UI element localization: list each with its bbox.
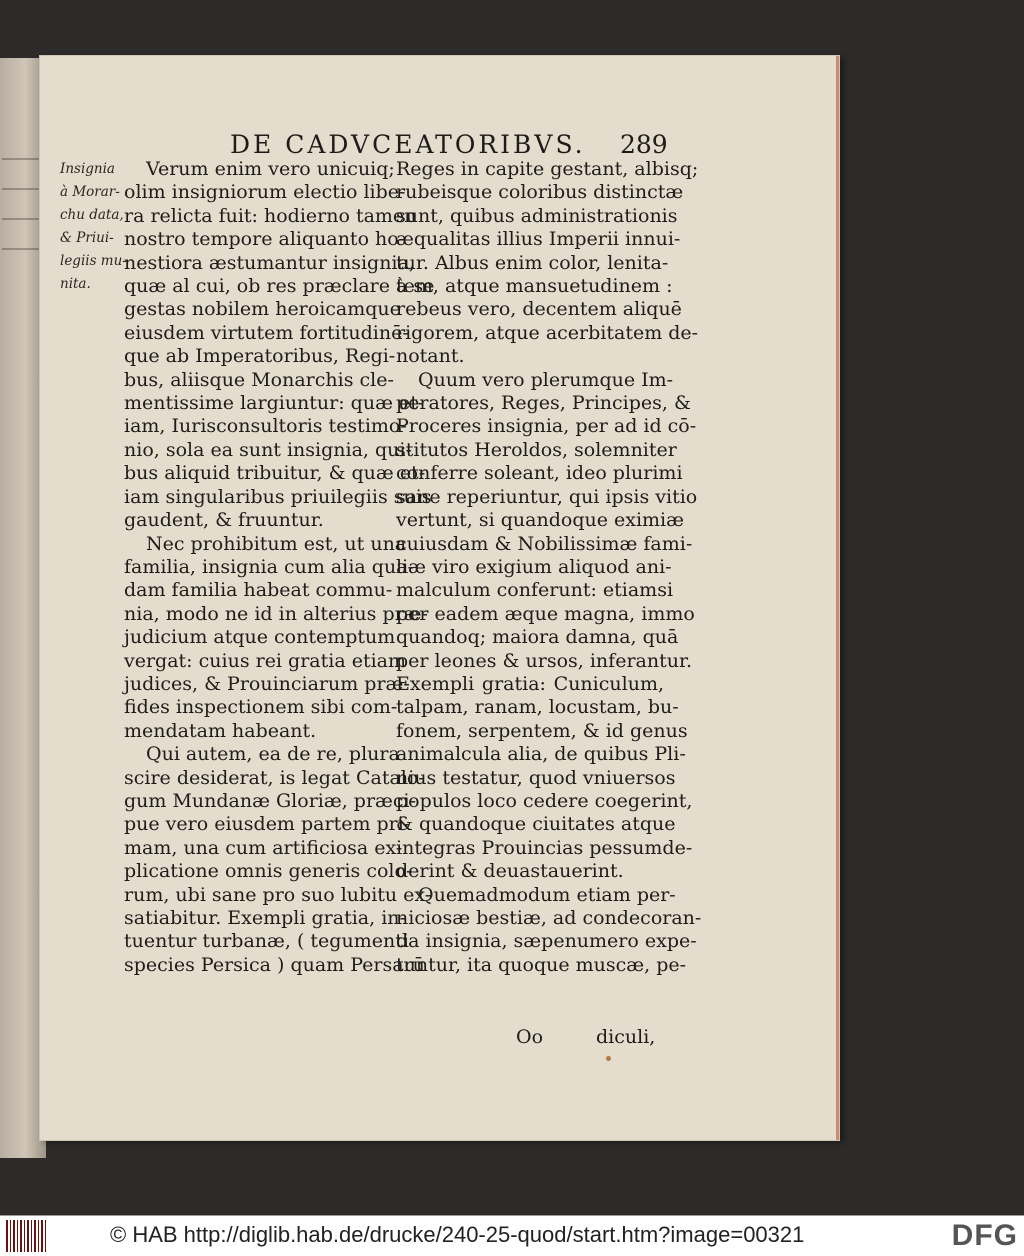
text-line: per eadem æque magna, immo — [396, 602, 695, 625]
text-line: ra relicta fuit: hodierno tamen — [124, 204, 417, 227]
copyright-link[interactable]: © HAB http://diglib.hab.de/drucke/240-25-quod/start.htm?image=00321 — [110, 1222, 805, 1247]
barcode-icon — [6, 1220, 46, 1252]
text-line: gestas nobilem heroicamque — [124, 298, 401, 321]
text-line: tuntur, ita quoque muscæ, pe- — [396, 953, 687, 976]
text-line: Verum enim vero unicuiq; — [146, 158, 395, 180]
text-line: integras Prouincias pessumde- — [396, 836, 693, 859]
text-line: que ab Imperatoribus, Regi- — [124, 345, 396, 368]
marginal-note-line: à Morar- — [60, 184, 120, 200]
dfg-logo: DFG — [951, 1219, 1018, 1252]
text-line: mentissime largiuntur: quæ et- — [124, 392, 425, 415]
text-line: fonem, serpentem, & id genus — [396, 719, 688, 742]
text-line: rubeisque coloribus distinctæ — [396, 181, 684, 204]
text-line: nestiora æstumantur insignia, — [124, 251, 415, 274]
running-head: DE CADVCEATORIBVS. — [230, 130, 586, 159]
text-line: Quum vero plerumque Im- — [418, 368, 674, 391]
text-line: nius testatur, quod vniuersos — [396, 766, 676, 789]
text-line: plicatione omnis generis colo- — [124, 860, 413, 883]
text-line: rebeus vero, decentem aliquē — [396, 298, 682, 321]
text-line: judices, & Prouinciarum præ- — [124, 672, 410, 695]
text-line: & quandoque ciuitates atque — [396, 813, 676, 836]
text-line: iam singularibus priuilegiis suis — [124, 485, 432, 508]
text-line: malculum conferunt: etiamsi — [396, 579, 674, 602]
text-line: mam, una cum artificiosa ex- — [124, 836, 403, 859]
text-line: bus aliquid tribuitur, & quæ et- — [124, 462, 426, 485]
text-line: iam, Iurisconsultoris testimo- — [124, 415, 407, 438]
text-line: Qui autem, ea de re, plura — [146, 743, 400, 766]
marginal-note-line: chu data, — [60, 207, 124, 223]
text-line: rum, ubi sane pro suo lubitu ex- — [124, 883, 432, 906]
text-line: populos loco cedere coegerint, — [396, 789, 693, 812]
paper-stain — [606, 1056, 611, 1061]
text-line: talpam, ranam, locustam, bu- — [396, 696, 679, 719]
text-line: satiabitur. Exempli gratia, in- — [124, 907, 406, 929]
text-line: tur. Albus enim color, lenita- — [396, 251, 669, 274]
text-line: da insignia, sæpenumero expe- — [396, 930, 697, 953]
text-line: Proceres insignia, per ad id cō- — [396, 415, 697, 438]
text-line: nia, modo ne id in alterius præ- — [124, 602, 428, 625]
text-line: per leones & ursos, inferantur. — [396, 649, 692, 672]
text-line: sane reperiuntur, qui ipsis vitio — [396, 485, 698, 508]
text-line: stitutos Heroldos, solemniter — [396, 438, 677, 461]
page-number: 289 — [620, 130, 668, 159]
text-line: tem, atque mansuetudinem : — [396, 275, 673, 298]
text-line: tuentur turbanæ, ( tegumenti — [124, 930, 409, 953]
text-line: quæ al cui, ob res præclare à se — [124, 275, 435, 298]
text-line: derint & deuastauerint. — [396, 860, 624, 883]
text-line: dam familia habeat commu- — [124, 579, 393, 602]
catchword: diculi, — [596, 1026, 656, 1048]
text-line: vergat: cuius rei gratia etiam — [124, 649, 407, 672]
viewer-footer — [0, 1215, 1024, 1256]
text-line: familia, insignia cum alia qua- — [124, 555, 414, 578]
marginal-note — [60, 158, 134, 296]
text-line: judicium atque contemptum — [124, 626, 396, 649]
text-column-right — [396, 158, 702, 977]
text-line: mendatam habeant. — [124, 719, 317, 742]
text-line: Reges in capite gestant, albisq; — [396, 158, 699, 180]
text-line: olim insigniorum electio libe- — [124, 181, 406, 204]
text-line: sunt, quibus administrationis — [396, 204, 678, 227]
text-line: nostro tempore aliquanto ho- — [124, 228, 406, 251]
text-line: liæ viro exigium aliquod ani- — [396, 555, 672, 578]
text-line: scire desiderat, is legat Catalo- — [124, 766, 425, 789]
text-line: bus, aliisque Monarchis cle- — [124, 368, 394, 391]
text-line: peratores, Reges, Principes, & — [396, 392, 691, 415]
text-line: notant. — [396, 345, 465, 368]
marginal-note-line: nita. — [60, 276, 91, 292]
marginal-note-line: & Priui- — [60, 230, 114, 246]
text-line: gum Mundanæ Gloriæ, præci- — [124, 789, 417, 812]
text-line: nio, sola ea sunt insignia, qui- — [124, 438, 412, 461]
marginal-note-line: legiis mu- — [60, 253, 127, 269]
text-line: Exempli gratia: Cuniculum, — [396, 672, 664, 695]
text-line: pue vero eiusdem partem pri- — [124, 813, 411, 836]
text-line: gaudent, & fruuntur. — [124, 509, 324, 532]
text-line: Nec prohibitum est, ut una — [146, 532, 407, 555]
text-line: eiusdem virtutem fortitudinē- — [124, 321, 409, 344]
text-line: fides inspectionem sibi com- — [124, 696, 398, 719]
text-line: animalcula alia, de quibus Pli- — [396, 743, 686, 766]
text-line: niciosæ bestiæ, ad condecoran- — [396, 907, 702, 929]
text-line: vertunt, si quandoque eximiæ — [396, 509, 684, 532]
text-line: cuiusdam & Nobilissimæ fami- — [396, 532, 693, 555]
marginal-note-line: Insignia — [60, 161, 115, 177]
text-line: Quemadmodum etiam per- — [418, 883, 676, 906]
text-line: æqualitas illius Imperii innui- — [396, 228, 681, 251]
book-page — [40, 56, 839, 1140]
text-line: conferre soleant, ideo plurimi — [396, 462, 683, 485]
text-line: species Persica ) quam Persarū — [124, 953, 425, 976]
text-line: rigorem, atque acerbitatem de- — [396, 321, 699, 344]
signature-mark: Oo — [516, 1026, 544, 1048]
text-line: quandoq; maiora damna, quā — [396, 626, 679, 649]
